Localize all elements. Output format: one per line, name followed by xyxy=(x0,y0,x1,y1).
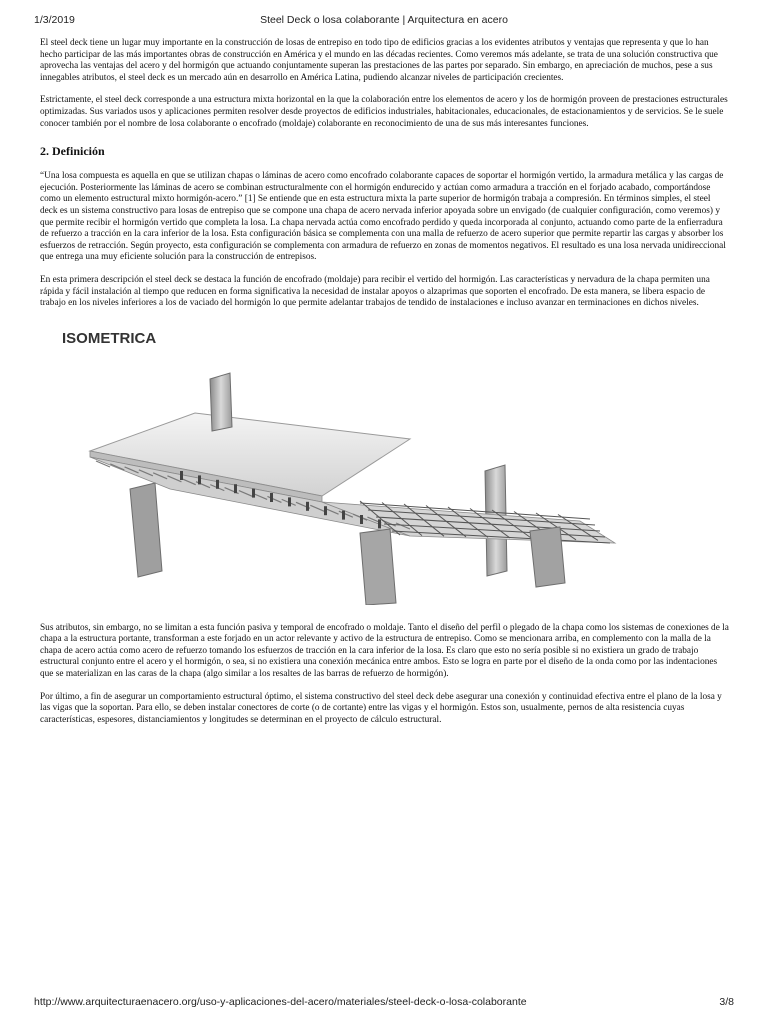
paragraph-connection: Por último, a fin de asegurar un comportamiento estructural óptimo, el sistema constructivo del steel deck debe asegurar una conexión y continuidad efectiva entre el plano de la losa y las vigas que la soportan. Para ello, se deben instalar conectores de corte (o de cortante) entre las vigas y el hormigón. Estos son, usualmente, pernos de alta resistencia cuyas características, espesores, distanciamientos y longitudes se determinan en el proyecto de cálculo estructural. xyxy=(40,691,722,725)
paragraph-definition: “Una losa compuesta es aquella en que se utilizan chapas o láminas de acero como encofrado colaborante capaces de soportar el hormigón vertido, la armadura metálica y las cargas de ejecución. Posteriormente las láminas de acero se combinan estructuralmente con el hormigón endurecido y actúan como armadura a tracción en el forjado acabado, comportándose como un elemento estructural mixto hormigón-acero.” [1] Se entiende que en esta estructura mixta la parte superior de hormigón trabaja a compresión. En términos simples, el steel deck es un sistema constructivo para losas de entrepiso que se compone una chapa de acero nervada inferior apoyada sobre un envigado (de cualquier configuración, como veremos) y que permite recibir el hormigón vertido que completa la losa. La chapa nervada actúa como encofrado perdido y queda incorporada al conjunto, actuando como parte de la enfierradura de refuerzo a tracción en la cara inferior de la losa. Esta configuración básica se complementa con una malla de refuerzo de acero superior que permite repartir las cargas y absorber los esfuerzos de retracción. Según proyecto, esta configuración se complementa con armadura de refuerzo en zonas de momentos negativos. El resultado es una losa nervada unidireccional que entrega una muy eficiente solución para la construcción de entrepisos. xyxy=(40,171,726,263)
page-number: 3/8 xyxy=(719,996,734,1008)
print-footer xyxy=(0,996,768,1012)
print-header xyxy=(0,6,768,26)
page-url: http://www.arquitecturaenacero.org/uso-y-aplicaciones-del-acero/materiales/steel-deck-o-losa-colaborante xyxy=(34,996,527,1008)
isometric-figure xyxy=(60,321,620,605)
article-body xyxy=(40,38,730,737)
figure-label: ISOMETRICA xyxy=(62,329,157,347)
paragraph-attributes: Sus atributos, sin embargo, no se limitan a esta función pasiva y temporal de encofrado o moldaje. Tanto el diseño del perfil o plegado de la chapa como los sistemas de conexiones de la chapa a la estructura portante, transforman a este forjado en un actor relevante y activo de la estructura de entrepiso. Como se mencionara arriba, en complemento con la malla de la chapa de acero actúa como acero de refuerzo tomando los esfuerzos de tracción en la cara inferior de la losa. Es claro que esto no sería posible si no existiera un grado de trabajo estructural conjunto entre el acero y el hormigón, o sea, si no existiera una conexión mecánica entre ambos. Esto se logra en parte por el diseño de la onda como por las indentaciones que se materializan en las caras de la chapa (algo similar a los resaltes de las barras de refuerzo de hormigón). xyxy=(40,622,729,680)
section-heading-definition: 2. Definición xyxy=(40,144,105,159)
isometric-illustration xyxy=(60,321,620,605)
paragraph-mixed-structure: Estrictamente, el steel deck corresponde a una estructura mixta horizontal en la que la colaboración entre los elementos de acero y los de hormigón proveen de prestaciones estructurales optimizadas. Sus variados usos y aplicaciones permiten resolver desde proyectos de edificios industriales, habitacionales, educacionales, de estacionamientos y de servicios. Se le suele conocer también por el nombre de losa colaborante o encofrado (moldaje) colaborante en reconocimiento de una de sus más interesantes funciones. xyxy=(40,95,728,129)
paragraph-intro: El steel deck tiene un lugar muy importante en la construcción de losas de entrepiso en todo tipo de edificios gracias a los evidentes atributos y ventajas que representa y que lo han hecho participar de las más importantes obras de construcción en América y el mundo en las décadas recientes. Como veremos más adelante, se trata de una solución constructiva que aprovecha las ventajas del acero y del hormigón que actuando conjuntamente superan las prestaciones de las partes por separado. Sin embargo, en apreciación de muchos, pese a sus innegables atributos, el steel deck es un mercado aún en desarrollo en América Latina, pudiendo alcanzar niveles de participación crecientes. xyxy=(40,38,718,83)
paragraph-formwork: En esta primera descripción el steel deck se destaca la función de encofrado (moldaje) para recibir el vertido del hormigón. Las características y nervadura de la chapa permiten una rápida y fácil instalación al tiempo que reducen en forma significativa la necesidad de instalar apoyos o alzaprimas que soporten el encofrado. De esta manera, se libera espacio de trabajo en los niveles inferiores a los de vaciado del hormigón lo que permite adelantar trabajos de tendido de instalaciones e incluso avanzar en terminaciones en dichos niveles. xyxy=(40,274,710,309)
print-date: 1/3/2019 xyxy=(34,14,75,26)
print-title: Steel Deck o losa colaborante | Arquitectura en acero xyxy=(260,14,508,26)
steel-column xyxy=(210,373,232,431)
